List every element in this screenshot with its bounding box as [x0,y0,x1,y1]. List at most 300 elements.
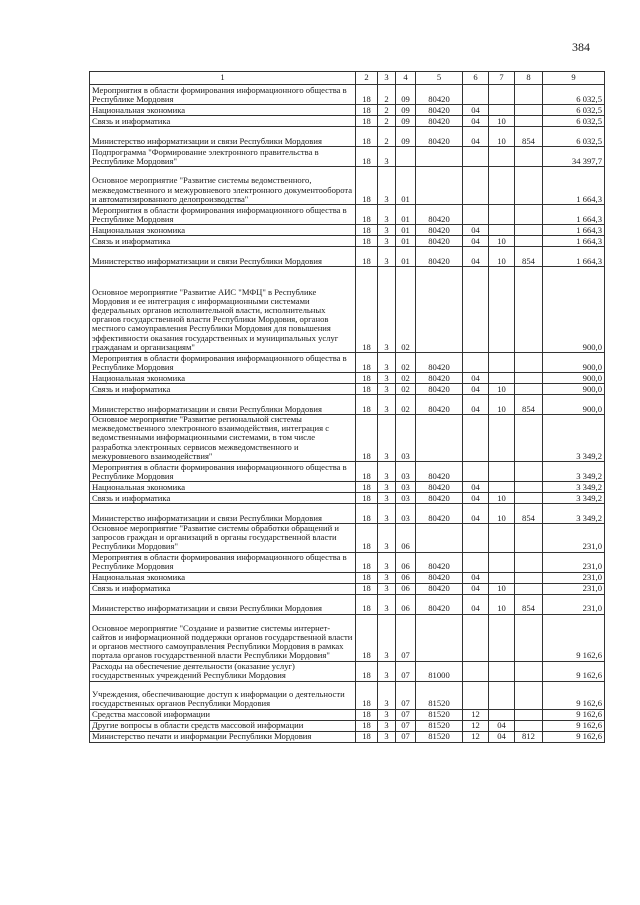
row-code-cell: 12 [463,731,489,742]
row-amount-cell: 9 162,6 [543,614,605,661]
row-code-cell [515,267,543,353]
row-code-cell: 3 [378,552,396,572]
row-code-cell: 06 [396,594,416,614]
row-code-cell: 18 [356,583,378,594]
row-code-cell: 09 [396,127,416,147]
row-code-cell: 80420 [416,353,463,373]
row-code-cell [463,167,489,205]
row-code-cell [515,614,543,661]
row-code-cell: 80420 [416,504,463,524]
row-code-cell: 80420 [416,462,463,482]
row-code-cell [463,462,489,482]
row-code-cell: 2 [378,116,396,127]
row-code-cell: 80420 [416,395,463,415]
column-header: 7 [489,72,515,85]
row-code-cell: 18 [356,395,378,415]
row-code-cell: 07 [396,720,416,731]
row-amount-cell: 1 664,3 [543,247,605,267]
table-row [90,681,605,709]
row-name-cell: Мероприятия в области формирования информационного общества в Республике Мордовия [90,205,356,225]
row-name-cell: Национальная экономика [90,225,356,236]
row-code-cell: 07 [396,681,416,709]
row-code-cell: 854 [515,127,543,147]
row-name-cell: Основное мероприятие "Развитие региональной системы межведомственного электронного взаимодействия, интеграция с ведомственными информационными системами, в том числе разработка электронных сервисов межведомственного и межуровневого взаимодействия" [90,415,356,462]
row-code-cell [515,384,543,395]
row-code-cell: 18 [356,720,378,731]
row-code-cell: 04 [463,105,489,116]
row-amount-cell: 900,0 [543,384,605,395]
row-code-cell: 2 [378,105,396,116]
table-row [90,709,605,720]
row-name-cell: Министерство информатизации и связи Республики Мордовия [90,594,356,614]
table-row [90,661,605,681]
row-code-cell: 02 [396,395,416,415]
row-code-cell [489,267,515,353]
table-row [90,583,605,594]
row-code-cell: 07 [396,661,416,681]
row-code-cell [515,572,543,583]
row-code-cell: 04 [463,116,489,127]
row-code-cell: 04 [463,373,489,384]
row-name-cell: Национальная экономика [90,572,356,583]
row-name-cell: Связь и информатика [90,583,356,594]
row-amount-cell: 6 032,5 [543,116,605,127]
row-code-cell: 3 [378,205,396,225]
row-code-cell: 18 [356,225,378,236]
row-code-cell [489,482,515,493]
row-code-cell: 854 [515,395,543,415]
table-row [90,395,605,415]
column-header: 5 [416,72,463,85]
row-code-cell: 18 [356,247,378,267]
row-code-cell [463,353,489,373]
row-code-cell: 854 [515,247,543,267]
row-code-cell [463,147,489,167]
row-code-cell: 18 [356,267,378,353]
row-amount-cell: 1 664,3 [543,236,605,247]
column-header: 3 [378,72,396,85]
row-code-cell [463,267,489,353]
row-code-cell: 10 [489,384,515,395]
row-code-cell: 03 [396,462,416,482]
row-code-cell: 3 [378,572,396,583]
row-code-cell: 3 [378,614,396,661]
row-name-cell: Связь и информатика [90,116,356,127]
row-code-cell: 02 [396,373,416,384]
row-name-cell: Национальная экономика [90,482,356,493]
row-code-cell [489,681,515,709]
row-code-cell: 80420 [416,85,463,105]
row-code-cell: 18 [356,661,378,681]
row-code-cell: 3 [378,482,396,493]
column-header: 6 [463,72,489,85]
row-code-cell [463,681,489,709]
row-name-cell: Национальная экономика [90,105,356,116]
table-row [90,594,605,614]
row-code-cell [463,415,489,462]
table-row [90,482,605,493]
row-code-cell [463,85,489,105]
row-amount-cell: 231,0 [543,572,605,583]
row-code-cell [489,462,515,482]
row-amount-cell: 1 664,3 [543,167,605,205]
row-name-cell: Мероприятия в области формирования информационного общества в Республике Мордовия [90,462,356,482]
table-row [90,127,605,147]
table-row [90,720,605,731]
row-code-cell: 04 [463,395,489,415]
row-code-cell: 06 [396,552,416,572]
row-name-cell: Министерство печати и информации Республики Мордовия [90,731,356,742]
row-name-cell: Связь и информатика [90,384,356,395]
row-code-cell [515,353,543,373]
row-amount-cell: 231,0 [543,583,605,594]
row-code-cell: 01 [396,205,416,225]
table-row [90,504,605,524]
row-name-cell: Другие вопросы в области средств массовой информации [90,720,356,731]
row-code-cell: 3 [378,462,396,482]
row-code-cell [416,147,463,167]
row-code-cell: 18 [356,353,378,373]
table-row [90,552,605,572]
row-code-cell: 80420 [416,384,463,395]
row-code-cell [489,552,515,572]
row-code-cell: 80420 [416,493,463,504]
row-code-cell: 812 [515,731,543,742]
row-code-cell: 18 [356,504,378,524]
column-header: 1 [90,72,356,85]
row-code-cell [515,85,543,105]
table-row [90,614,605,661]
row-code-cell: 01 [396,225,416,236]
row-code-cell: 10 [489,236,515,247]
row-code-cell: 02 [396,384,416,395]
row-amount-cell: 9 162,6 [543,720,605,731]
row-code-cell [515,720,543,731]
row-code-cell: 09 [396,105,416,116]
row-name-cell: Министерство информатизации и связи Республики Мордовия [90,395,356,415]
row-code-cell: 80420 [416,572,463,583]
row-code-cell: 10 [489,583,515,594]
table-row [90,225,605,236]
row-code-cell [489,205,515,225]
row-amount-cell: 9 162,6 [543,661,605,681]
row-code-cell: 3 [378,147,396,167]
row-code-cell: 2 [378,127,396,147]
table-row [90,731,605,742]
row-code-cell: 80420 [416,583,463,594]
row-amount-cell: 900,0 [543,395,605,415]
row-code-cell: 18 [356,167,378,205]
row-name-cell: Связь и информатика [90,236,356,247]
table-row [90,572,605,583]
row-code-cell: 18 [356,552,378,572]
row-amount-cell: 3 349,2 [543,493,605,504]
row-code-cell: 80420 [416,105,463,116]
row-name-cell: Средства массовой информации [90,709,356,720]
row-code-cell: 3 [378,167,396,205]
row-code-cell: 3 [378,720,396,731]
row-code-cell: 18 [356,594,378,614]
table-row [90,373,605,384]
row-code-cell: 854 [515,504,543,524]
row-code-cell: 03 [396,482,416,493]
row-code-cell: 09 [396,116,416,127]
row-code-cell: 3 [378,373,396,384]
row-code-cell: 80420 [416,225,463,236]
row-code-cell [416,267,463,353]
row-name-cell: Министерство информатизации и связи Республики Мордовия [90,247,356,267]
table-row [90,247,605,267]
row-code-cell [515,709,543,720]
row-code-cell: 04 [489,720,515,731]
table-body [90,85,605,743]
row-code-cell [515,167,543,205]
table-row [90,524,605,553]
row-code-cell: 2 [378,85,396,105]
row-code-cell: 01 [396,247,416,267]
row-code-cell [489,661,515,681]
row-code-cell: 06 [396,524,416,553]
row-code-cell [489,147,515,167]
row-name-cell: Связь и информатика [90,493,356,504]
row-code-cell: 18 [356,524,378,553]
row-code-cell [489,105,515,116]
row-code-cell [489,709,515,720]
row-code-cell [515,552,543,572]
row-amount-cell: 3 349,2 [543,415,605,462]
row-code-cell [489,353,515,373]
row-name-cell: Министерство информатизации и связи Республики Мордовия [90,127,356,147]
table-row [90,85,605,105]
row-amount-cell: 9 162,6 [543,709,605,720]
row-code-cell: 3 [378,384,396,395]
row-code-cell: 09 [396,85,416,105]
row-code-cell: 3 [378,395,396,415]
row-code-cell: 18 [356,236,378,247]
row-code-cell: 3 [378,524,396,553]
row-code-cell: 12 [463,720,489,731]
row-code-cell [489,572,515,583]
row-code-cell: 04 [463,247,489,267]
row-code-cell: 10 [489,127,515,147]
row-amount-cell: 34 397,7 [543,147,605,167]
table-row [90,105,605,116]
row-code-cell: 12 [463,709,489,720]
row-code-cell: 04 [463,504,489,524]
row-code-cell: 80420 [416,373,463,384]
row-code-cell [515,116,543,127]
row-name-cell: Основное мероприятие "Развитие системы обработки обращений и запросов граждан и организаций в органы государственной власти Республики Мордовия" [90,524,356,553]
row-code-cell: 04 [463,127,489,147]
row-code-cell: 3 [378,661,396,681]
row-code-cell [515,415,543,462]
row-code-cell [463,205,489,225]
row-code-cell: 03 [396,415,416,462]
row-code-cell: 06 [396,572,416,583]
row-name-cell: Подпрограмма "Формирование электронного правительства в Республике Мордовия" [90,147,356,167]
row-code-cell [489,85,515,105]
row-code-cell: 18 [356,105,378,116]
table-row [90,116,605,127]
row-amount-cell: 1 664,3 [543,225,605,236]
row-amount-cell: 1 664,3 [543,205,605,225]
row-amount-cell: 231,0 [543,594,605,614]
row-code-cell: 04 [463,572,489,583]
row-amount-cell: 900,0 [543,353,605,373]
row-name-cell: Министерство информатизации и связи Республики Мордовия [90,504,356,524]
row-code-cell: 3 [378,353,396,373]
row-amount-cell: 900,0 [543,373,605,384]
row-code-cell: 10 [489,116,515,127]
row-code-cell: 3 [378,267,396,353]
row-amount-cell: 6 032,5 [543,85,605,105]
row-code-cell [416,415,463,462]
row-code-cell: 3 [378,415,396,462]
row-code-cell: 81520 [416,731,463,742]
row-code-cell: 18 [356,127,378,147]
row-code-cell [463,552,489,572]
row-amount-cell: 3 349,2 [543,482,605,493]
row-code-cell: 3 [378,709,396,720]
row-code-cell [515,681,543,709]
row-code-cell: 10 [489,504,515,524]
row-code-cell: 18 [356,116,378,127]
row-code-cell: 18 [356,462,378,482]
row-code-cell [463,614,489,661]
row-name-cell: Основное мероприятие "Создание и развитие системы интернет-сайтов и информационной поддержки органов государственной власти и органов местного самоуправления Республики Мордовия в рамках портала органов государственной власти Республики Мордовия" [90,614,356,661]
row-code-cell [489,167,515,205]
row-code-cell [416,167,463,205]
row-amount-cell: 9 162,6 [543,681,605,709]
row-code-cell: 81000 [416,661,463,681]
table-row [90,415,605,462]
row-code-cell [489,524,515,553]
row-name-cell: Национальная экономика [90,373,356,384]
row-code-cell [396,147,416,167]
row-code-cell: 18 [356,572,378,583]
row-code-cell: 18 [356,415,378,462]
row-code-cell [463,661,489,681]
row-code-cell: 3 [378,225,396,236]
row-code-cell: 18 [356,681,378,709]
row-code-cell: 04 [463,236,489,247]
row-code-cell: 80420 [416,116,463,127]
row-name-cell: Расходы на обеспечение деятельности (оказание услуг) государственных учреждений Республики Мордовия [90,661,356,681]
row-code-cell [489,415,515,462]
table-row [90,236,605,247]
row-amount-cell: 231,0 [543,552,605,572]
row-code-cell: 07 [396,731,416,742]
row-code-cell: 3 [378,583,396,594]
table-row [90,267,605,353]
row-code-cell: 10 [489,395,515,415]
row-code-cell: 18 [356,373,378,384]
row-code-cell [515,147,543,167]
row-code-cell: 18 [356,384,378,395]
row-code-cell: 80420 [416,205,463,225]
row-code-cell: 04 [463,225,489,236]
row-code-cell [515,236,543,247]
column-header: 9 [543,72,605,85]
row-code-cell: 18 [356,482,378,493]
row-code-cell: 04 [463,583,489,594]
row-code-cell [515,583,543,594]
table-row [90,493,605,504]
row-code-cell: 18 [356,147,378,167]
row-code-cell: 3 [378,493,396,504]
table-row [90,167,605,205]
row-code-cell: 80420 [416,236,463,247]
row-code-cell [489,614,515,661]
row-name-cell: Основное мероприятие "Развитие системы ведомственного, межведомственного и межуровневого электронного документооборота и автоматизированного делопроизводства" [90,167,356,205]
row-name-cell: Мероприятия в области формирования информационного общества в Республике Мордовия [90,552,356,572]
row-code-cell [416,614,463,661]
row-code-cell: 80420 [416,552,463,572]
row-name-cell: Мероприятия в области формирования информационного общества в Республике Мордовия [90,353,356,373]
row-amount-cell: 9 162,6 [543,731,605,742]
row-code-cell [416,524,463,553]
row-code-cell: 04 [463,493,489,504]
row-code-cell [515,661,543,681]
table-row [90,462,605,482]
row-code-cell: 10 [489,247,515,267]
row-code-cell: 01 [396,236,416,247]
row-code-cell: 10 [489,594,515,614]
row-amount-cell: 231,0 [543,524,605,553]
row-code-cell: 03 [396,493,416,504]
column-header: 4 [396,72,416,85]
row-code-cell: 03 [396,504,416,524]
page-number: 384 [572,40,590,54]
table-row [90,205,605,225]
row-code-cell: 18 [356,85,378,105]
header-row [90,72,605,85]
row-amount-cell: 900,0 [543,267,605,353]
row-code-cell: 3 [378,504,396,524]
row-name-cell: Основное мероприятие "Развитие АИС "МФЦ" в Республике Мордовия и ее интеграция с информационными системами федеральных органов исполнительной власти, исполнительных органов государственной власти Республики Мордовия, органов местного самоуправления Республики Мордовия для повышения эффективности оказания государственных и муниципальных услуг гражданам и организациям" [90,267,356,353]
row-name-cell: Учреждения, обеспечивающие доступ к информации о деятельности государственных органов Республики Мордовия [90,681,356,709]
row-code-cell [489,373,515,384]
row-code-cell: 02 [396,353,416,373]
row-code-cell: 01 [396,167,416,205]
row-code-cell [515,105,543,116]
row-code-cell [515,225,543,236]
column-header: 8 [515,72,543,85]
column-header: 2 [356,72,378,85]
row-code-cell: 07 [396,614,416,661]
table-row [90,353,605,373]
row-amount-cell: 6 032,5 [543,127,605,147]
row-code-cell: 18 [356,205,378,225]
row-code-cell: 80420 [416,247,463,267]
row-code-cell: 18 [356,731,378,742]
row-code-cell: 81520 [416,681,463,709]
row-code-cell: 02 [396,267,416,353]
row-code-cell: 3 [378,236,396,247]
row-code-cell: 3 [378,731,396,742]
row-code-cell: 18 [356,493,378,504]
row-code-cell [515,373,543,384]
row-code-cell [515,524,543,553]
row-code-cell: 06 [396,583,416,594]
row-code-cell: 3 [378,247,396,267]
row-code-cell: 3 [378,681,396,709]
row-code-cell: 04 [463,594,489,614]
table-row [90,147,605,167]
row-code-cell [489,225,515,236]
row-amount-cell: 3 349,2 [543,504,605,524]
row-code-cell: 80420 [416,594,463,614]
